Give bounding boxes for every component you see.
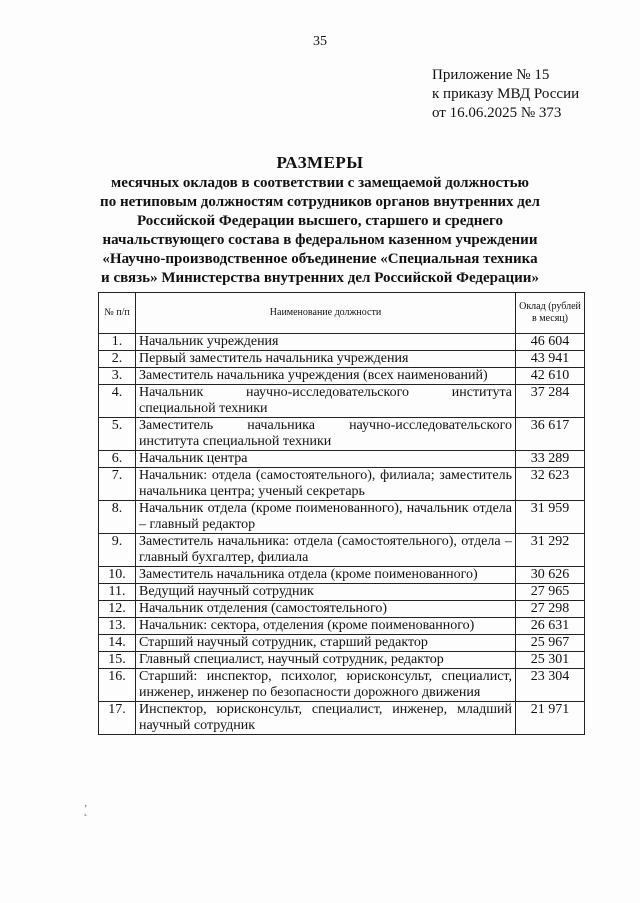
row-salary: 33 289 bbox=[516, 451, 585, 468]
title-line-4: начальствующего состава в федеральном казенном учреждении bbox=[102, 232, 538, 248]
row-salary: 31 292 bbox=[516, 534, 585, 567]
row-position: Первый заместитель начальника учреждения bbox=[136, 351, 516, 368]
table-row bbox=[99, 418, 585, 451]
salary-table bbox=[98, 292, 585, 735]
row-number: 11. bbox=[99, 584, 136, 601]
title-line-2: по нетиповым должностям сотрудников органов внутренних дел bbox=[100, 194, 540, 210]
row-number: 15. bbox=[99, 652, 136, 669]
table-row bbox=[99, 669, 585, 702]
row-number: 6. bbox=[99, 451, 136, 468]
row-position: Заместитель начальника: отдела (самостоятельного), отдела – главный бухгалтер, филиала bbox=[136, 534, 516, 567]
row-position: Заместитель начальника отдела (кроме поименованного) bbox=[136, 567, 516, 584]
row-position: Начальник: сектора, отделения (кроме поименованного) bbox=[136, 618, 516, 635]
table-row bbox=[99, 702, 585, 735]
row-salary: 32 623 bbox=[516, 468, 585, 501]
title-line-3: Российской Федерации высшего, старшего и среднего bbox=[137, 213, 503, 229]
row-position: Начальник отдела (кроме поименованного), начальник отдела – главный редактор bbox=[136, 501, 516, 534]
row-salary: 23 304 bbox=[516, 669, 585, 702]
row-number: 7. bbox=[99, 468, 136, 501]
row-number: 8. bbox=[99, 501, 136, 534]
row-position: Инспектор, юрисконсульт, специалист, инженер, младший научный сотрудник bbox=[136, 702, 516, 735]
row-number: 3. bbox=[99, 368, 136, 385]
row-position: Главный специалист, научный сотрудник, редактор bbox=[136, 652, 516, 669]
title-main: РАЗМЕРЫ bbox=[276, 153, 364, 172]
row-number: 1. bbox=[99, 334, 136, 351]
row-salary: 25 301 bbox=[516, 652, 585, 669]
table-row bbox=[99, 652, 585, 669]
table-header-row bbox=[99, 293, 585, 334]
table-row bbox=[99, 534, 585, 567]
row-position: Заместитель начальника научно-исследовательского института специальной техники bbox=[136, 418, 516, 451]
row-number: 4. bbox=[99, 385, 136, 418]
table-row bbox=[99, 334, 585, 351]
row-position: Начальник центра bbox=[136, 451, 516, 468]
row-number: 5. bbox=[99, 418, 136, 451]
row-salary: 25 967 bbox=[516, 635, 585, 652]
row-position: Начальник учреждения bbox=[136, 334, 516, 351]
row-salary: 26 631 bbox=[516, 618, 585, 635]
table-row bbox=[99, 385, 585, 418]
table-row bbox=[99, 368, 585, 385]
table-row bbox=[99, 351, 585, 368]
row-salary: 42 610 bbox=[516, 368, 585, 385]
row-position: Заместитель начальника учреждения (всех наименований) bbox=[136, 368, 516, 385]
row-salary: 21 971 bbox=[516, 702, 585, 735]
row-number: 16. bbox=[99, 669, 136, 702]
row-number: 9. bbox=[99, 534, 136, 567]
row-salary: 43 941 bbox=[516, 351, 585, 368]
appendix-line-3: от 16.06.2025 № 373 bbox=[432, 105, 562, 121]
row-position: Старший научный сотрудник, старший редактор bbox=[136, 635, 516, 652]
row-salary: 36 617 bbox=[516, 418, 585, 451]
row-position: Начальник научно-исследовательского института специальной техники bbox=[136, 385, 516, 418]
row-salary: 27 298 bbox=[516, 601, 585, 618]
header-position: Наименование должности bbox=[136, 293, 516, 334]
header-salary: Оклад (рублей в месяц) bbox=[516, 293, 585, 334]
row-position: Начальник: отдела (самостоятельного), филиала; заместитель начальника центра; ученый секретарь bbox=[136, 468, 516, 501]
table-row bbox=[99, 468, 585, 501]
row-salary: 31 959 bbox=[516, 501, 585, 534]
appendix-reference bbox=[432, 66, 579, 123]
appendix-line-2: к приказу МВД России bbox=[432, 86, 580, 102]
row-number: 17. bbox=[99, 702, 136, 735]
table-row bbox=[99, 451, 585, 468]
margin-marks: ‚ ˛ bbox=[84, 798, 88, 817]
row-position: Начальник отделения (самостоятельного) bbox=[136, 601, 516, 618]
title-line-5: «Научно-производственное объединение «Специальная техника bbox=[102, 251, 538, 267]
row-position: Старший: инспектор, психолог, юрисконсульт, специалист, инженер, инженер по безопасности дорожного движения bbox=[136, 669, 516, 702]
title-line-6: и связь» Министерства внутренних дел Российской Федерации» bbox=[101, 270, 539, 286]
row-position: Ведущий научный сотрудник bbox=[136, 584, 516, 601]
row-salary: 46 604 bbox=[516, 334, 585, 351]
title-line-1: месячных окладов в соответствии с замещаемой должностью bbox=[111, 175, 529, 191]
appendix-line-1: Приложение № 15 bbox=[432, 67, 550, 83]
table-row bbox=[99, 567, 585, 584]
row-number: 12. bbox=[99, 601, 136, 618]
table-row bbox=[99, 618, 585, 635]
row-number: 13. bbox=[99, 618, 136, 635]
document-title bbox=[0, 152, 640, 288]
row-number: 10. bbox=[99, 567, 136, 584]
table-row bbox=[99, 635, 585, 652]
table-row bbox=[99, 601, 585, 618]
table-body bbox=[99, 334, 585, 735]
row-number: 2. bbox=[99, 351, 136, 368]
header-num: № п/п bbox=[99, 293, 136, 334]
row-salary: 37 284 bbox=[516, 385, 585, 418]
page-number: 35 bbox=[313, 34, 327, 49]
row-salary: 30 626 bbox=[516, 567, 585, 584]
table-row bbox=[99, 501, 585, 534]
row-salary: 27 965 bbox=[516, 584, 585, 601]
row-number: 14. bbox=[99, 635, 136, 652]
table-row bbox=[99, 584, 585, 601]
